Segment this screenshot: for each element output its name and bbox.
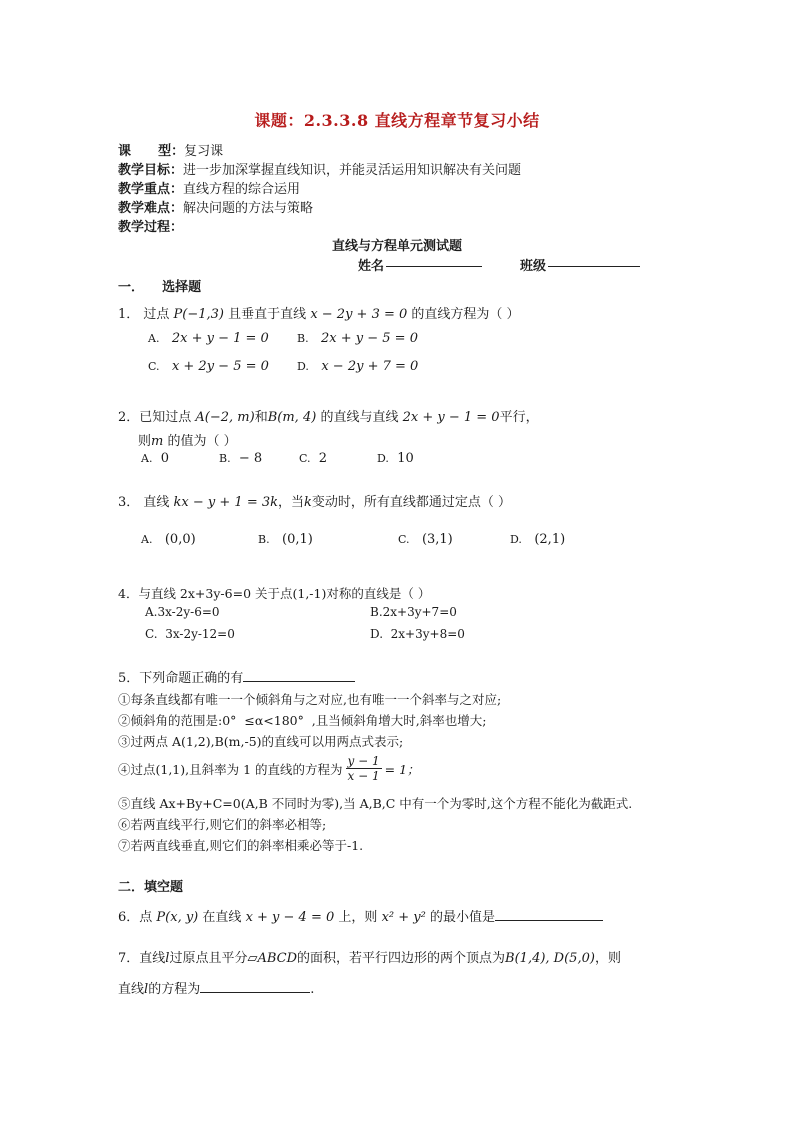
- difficult-point-label: 教学难点：: [118, 201, 184, 216]
- q5-statement-4: [118, 754, 420, 783]
- q5-statement-7: ⑦若两直线垂直,则它们的斜率相乘必等于-1.: [118, 838, 364, 853]
- question-1: [118, 303, 520, 322]
- q2-then: 则: [138, 434, 152, 449]
- q3-mid1: ，当: [278, 495, 305, 510]
- q1-line: x − 2y + 3 = 0: [310, 307, 408, 322]
- q4-option-c: C. 3x-2y-12=0: [145, 627, 235, 641]
- class-label: 班级: [520, 259, 547, 274]
- q7-l-2: l: [144, 982, 149, 997]
- q3-option-b-text: (0,1): [282, 532, 313, 547]
- q7-end: .: [310, 982, 315, 997]
- q4-option-d: D. 2x+3y+8=0: [370, 627, 465, 641]
- q1-suffix: 的直线方程为（ ）: [411, 307, 520, 322]
- question-4: 4．与直线 2x+3y-6=0 关于点(1,-1)对称的直线是（ ）: [118, 586, 431, 601]
- q5-fraction-denominator: x − 1: [347, 769, 380, 783]
- q5-fraction-numerator: y − 1: [347, 754, 380, 768]
- class-field: [520, 255, 640, 274]
- q2-option-d: D. 10: [377, 451, 414, 466]
- q2-option-c-text: 2: [318, 451, 328, 466]
- q7-prefix: 7．直线: [118, 951, 166, 966]
- question-2: [118, 406, 539, 425]
- name-label: 姓名: [358, 259, 385, 274]
- q5-statement-5: ⑤直线 Ax+By+C=0(A,B 不同时为零),当 A,B,C 中有一个为零时,这个方程不能化为截距式.: [118, 796, 633, 811]
- q2-value-prompt: 的值为（ ）: [167, 434, 237, 449]
- q5-statement-2: ②倾斜角的范围是:0° ≤α<180° ,且当倾斜角增大时,斜率也增大;: [118, 713, 487, 728]
- q6-prefix: 6．点: [118, 910, 153, 925]
- teaching-process-row: [118, 216, 183, 235]
- q3-option-a: A. (0,0): [141, 532, 196, 547]
- q6-answer-blank[interactable]: [495, 908, 603, 921]
- q6-suffix: 的最小值是: [429, 910, 495, 925]
- q5-statement-4-end: = 1；: [384, 761, 420, 777]
- q5-statement-6: ⑥若两直线平行,则它们的斜率必相等;: [118, 817, 327, 832]
- q3-option-b: B. (0,1): [258, 532, 313, 547]
- q4-option-b: B.2x+3y+7=0: [370, 605, 457, 619]
- q2-option-a-text: 0: [160, 451, 169, 466]
- q5-statement-1: ①每条直线都有唯一一个倾斜角与之对应,也有唯一一个斜率与之对应;: [118, 692, 502, 707]
- q7-answer-blank[interactable]: [200, 980, 310, 993]
- key-point-value: 直线方程的综合运用: [183, 182, 301, 197]
- q7-line2-prefix: 直线: [118, 982, 145, 997]
- question-2-line2: [138, 430, 237, 449]
- course-type-label: 课 型：: [118, 144, 185, 159]
- difficult-point-value: 解决问题的方法与策略: [183, 201, 314, 216]
- q3-option-c-text: (3,1): [421, 532, 453, 547]
- q2-suffix: 平行，: [499, 410, 539, 425]
- q3-option-c: C. (3,1): [398, 532, 453, 547]
- q3-option-d-text: (2,1): [534, 532, 566, 547]
- teaching-goal-value: 进一步加深掌握直线知识，并能灵活运用知识解决有关问题: [183, 163, 522, 178]
- q2-and: 和: [254, 410, 268, 425]
- q5-fraction: [346, 754, 382, 783]
- q1-prefix: 1． 过点: [118, 307, 170, 322]
- q2-point-a: A(−2, m): [195, 410, 255, 425]
- q7-suffix: ，则: [594, 951, 621, 966]
- teaching-goal-row: [118, 159, 521, 178]
- q3-mid2: 变动时，所有直线都通过定点（ ）: [311, 495, 512, 510]
- q6-line: x + y − 4 = 0: [245, 910, 335, 925]
- q1-option-d: D. x − 2y + 7 = 0: [297, 359, 419, 374]
- teaching-process-label: 教学过程：: [118, 220, 184, 235]
- q3-option-a-text: (0,0): [164, 532, 196, 547]
- q3-k: k: [304, 495, 312, 510]
- q2-option-b-text: − 8: [238, 451, 263, 466]
- name-blank: [386, 266, 482, 267]
- name-field: [358, 255, 482, 274]
- q1-option-a: A. 2x + y − 1 = 0: [148, 331, 269, 346]
- question-6: [118, 906, 603, 925]
- q5-text: 5．下列命题正确的有: [118, 671, 244, 686]
- section-choice-heading: 一． 选择题: [118, 280, 202, 295]
- q7-points: B(1,4), D(5,0): [505, 951, 595, 966]
- q2-mid: 的直线与直线: [320, 410, 399, 425]
- key-point-label: 教学重点：: [118, 182, 184, 197]
- q2-option-c: C. 2: [299, 451, 328, 466]
- test-title: 直线与方程单元测试题: [331, 239, 462, 254]
- section-fill-heading: 二．填空题: [118, 880, 184, 895]
- q2-prefix: 2．已知过点: [118, 410, 192, 425]
- question-3: [118, 491, 511, 510]
- q7-mid2: 的面积，若平行四边形的两个顶点为: [297, 951, 506, 966]
- q1-option-a-text: 2x + y − 1 = 0: [171, 331, 269, 346]
- q6-mid2: 上，则: [338, 910, 378, 925]
- q5-statement-3: ③过两点 A(1,2),B(m,-5)的直线可以用两点式表示;: [118, 734, 404, 749]
- q3-equation: kx − y + 1 = 3k: [173, 495, 278, 510]
- q1-option-b: B. 2x + y − 5 = 0: [297, 331, 418, 346]
- q3-option-d: D. (2,1): [510, 532, 566, 547]
- question-7-line2: [118, 978, 314, 997]
- q7-l: l: [165, 951, 170, 966]
- q7-line2-text: 的方程为: [148, 982, 201, 997]
- course-type-value: 复习课: [184, 144, 224, 159]
- q6-expression: x² + y²: [381, 910, 426, 925]
- teaching-goal-label: 教学目标：: [118, 163, 184, 178]
- q3-prefix: 3． 直线: [118, 495, 170, 510]
- q7-parallelogram: ▱ABCD: [247, 951, 298, 966]
- q1-point: P(−1,3): [173, 307, 225, 322]
- key-point-row: [118, 178, 300, 197]
- q2-line: 2x + y − 1 = 0: [402, 410, 500, 425]
- question-5: [118, 667, 355, 686]
- q1-option-c: C. x + 2y − 5 = 0: [148, 359, 269, 374]
- q2-option-d-text: 10: [397, 451, 414, 466]
- q4-option-a: A.3x-2y-6=0: [145, 605, 220, 619]
- q1-option-b-text: 2x + y − 5 = 0: [321, 331, 418, 346]
- page-title: 课题：2.3.3.8 直线方程章节复习小结: [254, 111, 540, 130]
- question-7: [118, 947, 621, 966]
- q5-statement-4-text: ④过点(1,1),且斜率为 1 的直线的方程为: [118, 761, 343, 777]
- class-blank: [548, 266, 640, 267]
- q6-point: P(x, y): [156, 910, 199, 925]
- q1-option-d-text: x − 2y + 7 = 0: [321, 359, 419, 374]
- q6-mid: 在直线: [202, 910, 242, 925]
- q2-m: m: [151, 434, 164, 449]
- course-type-row: [118, 140, 223, 159]
- q1-mid: 且垂直于直线: [228, 307, 307, 322]
- q5-answer-blank[interactable]: [243, 669, 355, 682]
- q7-mid: 过原点且平分: [169, 951, 248, 966]
- q1-option-c-text: x + 2y − 5 = 0: [171, 359, 269, 374]
- difficult-point-row: [118, 197, 313, 216]
- q2-option-a: A. 0: [141, 451, 169, 466]
- q2-option-b: B. − 8: [219, 451, 263, 466]
- q2-point-b: B(m, 4): [267, 410, 317, 425]
